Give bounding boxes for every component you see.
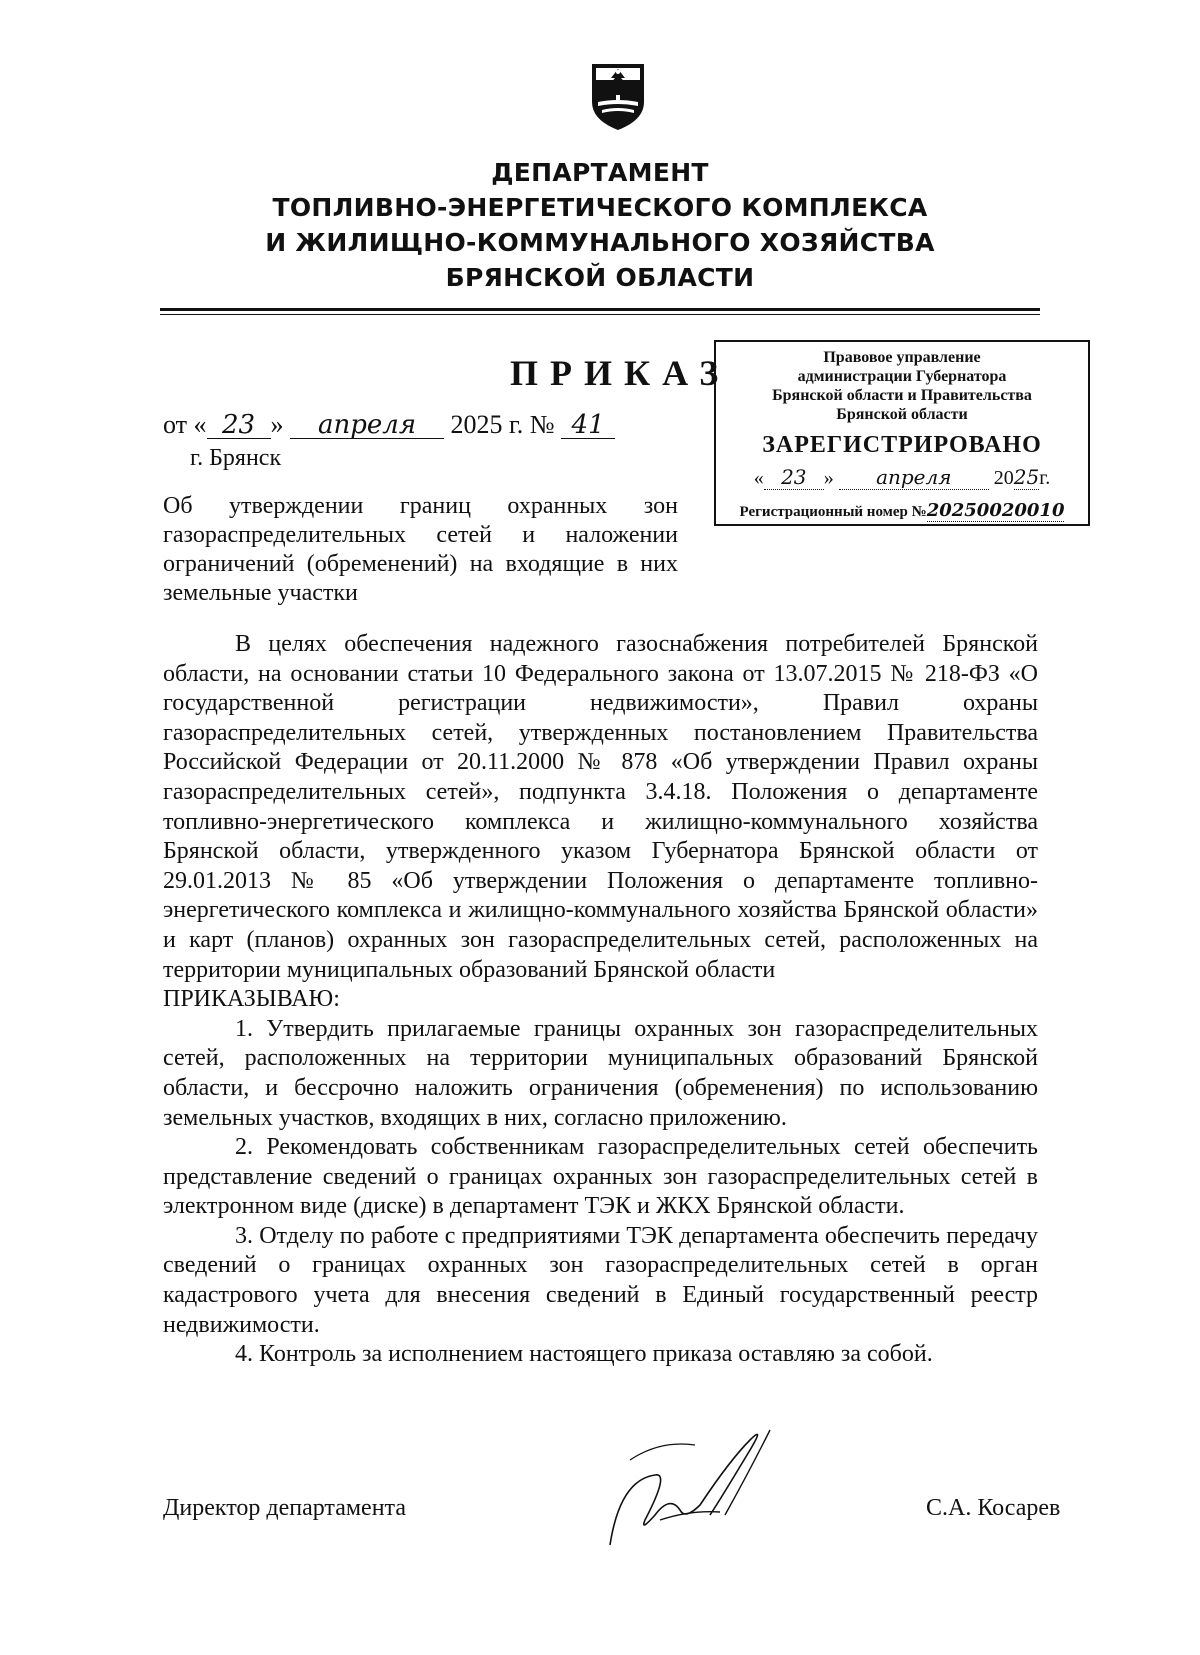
stamp-year-prefix: 20 (993, 467, 1014, 489)
stamp-year-suffix: 25 (1013, 465, 1040, 489)
handwritten-signature (600, 1420, 800, 1550)
stamp-month: апреля (839, 465, 989, 490)
order-item-2: 2. Рекомендовать собственникам газораспределительных сетей обеспечить представление сведений о границах охранных зон газораспределительных сетей в электронном виде (диске) в департамент ТЭК и ЖКХ Брянской области. (163, 1134, 1038, 1220)
stamp-line-4: Брянской области (836, 406, 968, 423)
order-number: 41 (561, 412, 615, 439)
stamp-year-unit: г. (1039, 467, 1051, 489)
date-prefix: от « (163, 410, 207, 439)
order-year: 2025 г. № (450, 410, 555, 439)
coat-of-arms-icon (588, 58, 648, 132)
stamp-line-2: администрации Губернатора (797, 368, 1007, 385)
stamp-registration (716, 500, 1088, 522)
registration-stamp (714, 340, 1090, 526)
header-divider (160, 308, 1040, 311)
stamp-close-quote: » (823, 467, 834, 489)
preamble-paragraph: В целях обеспечения надежного газоснабжения потребителей Брянской области, на основании статьи 10 Федерального закона от 13.07.2015 № 218-ФЗ «О государственной регистрации недвижимости», Правил охраны газораспределительных сетей, утвержденных постановлением Правительства Российской Федерации от 20.11.2000 № 878 «Об утверждении Правил охраны газораспределительных сетей», подпункта 3.4.18. Положения о департаменте топливно-энергетического комплекса и жилищно-коммунального хозяйства Брянской области, утвержденного указом Губернатора Брянской области от 29.01.2013 № 85 «Об утверждении Положения о департаменте топливно-энергетического комплекса и жилищно-коммунального хозяйства Брянской области» и карт (планов) охранных зон газораспределительных сетей, расположенных на территории муниципальных образований Брянской области (163, 631, 1038, 983)
header-line-2: ТОПЛИВНО-ЭНЕРГЕТИЧЕСКОГО КОМПЛЕКСА (272, 193, 928, 222)
department-header (160, 155, 1040, 295)
header-line-4: БРЯНСКОЙ ОБЛАСТИ (445, 263, 755, 292)
date-mid: » (270, 410, 284, 439)
header-line-3: И ЖИЛИЩНО-КОММУНАЛЬНОГО ХОЗЯЙСТВА (265, 228, 935, 257)
stamp-open-quote: « (753, 467, 764, 489)
order-item-3: 3. Отделу по работе с предприятиями ТЭК департамента обеспечить передачу сведений о границах охранных зон газораспределительных сетей в орган кадастрового учета для внесения сведений в Единый государственный реестр недвижимости. (163, 1222, 1038, 1338)
order-day: 23 (207, 412, 271, 439)
stamp-status: ЗАРЕГИСТРИРОВАНО (762, 432, 1042, 458)
header-line-1: ДЕПАРТАМЕНТ (491, 158, 709, 187)
stamp-line-3: Брянской области и Правительства (772, 387, 1032, 404)
order-word: ПРИКАЗЫВАЮ: (163, 986, 340, 1013)
header-divider-thin (160, 314, 1040, 315)
document-type-title: ПРИКАЗ (510, 353, 731, 393)
order-item-1: 1. Утвердить прилагаемые границы охранных зон газораспределительных сетей, расположенных на территории муниципальных образований Брянской области, и бессрочно наложить ограничения (обременения) по использованию земельных участков, входящих в них, согласно приложению. (163, 1015, 1038, 1131)
stamp-day: 23 (764, 465, 824, 490)
stamp-reg-label: Регистрационный номер № (739, 504, 927, 520)
signatory-name: С.А. Косарев (926, 1495, 1061, 1521)
stamp-date (716, 465, 1088, 490)
order-body (163, 630, 1038, 1370)
order-month: апреля (290, 412, 444, 439)
city: г. Брянск (190, 445, 282, 471)
stamp-reg-number: 20250020010 (926, 500, 1065, 521)
signatory-title: Директор департамента (163, 1495, 406, 1521)
stamp-line-1: Правовое управление (823, 349, 981, 366)
order-item-4: 4. Контроль за исполнением настоящего приказа оставляю за собой. (235, 1341, 933, 1368)
order-subject: Об утверждении границ охранных зон газораспределительных сетей и наложении ограничений (обременений) на входящие в них земельные участки (163, 493, 678, 606)
order-date-line (163, 410, 615, 440)
